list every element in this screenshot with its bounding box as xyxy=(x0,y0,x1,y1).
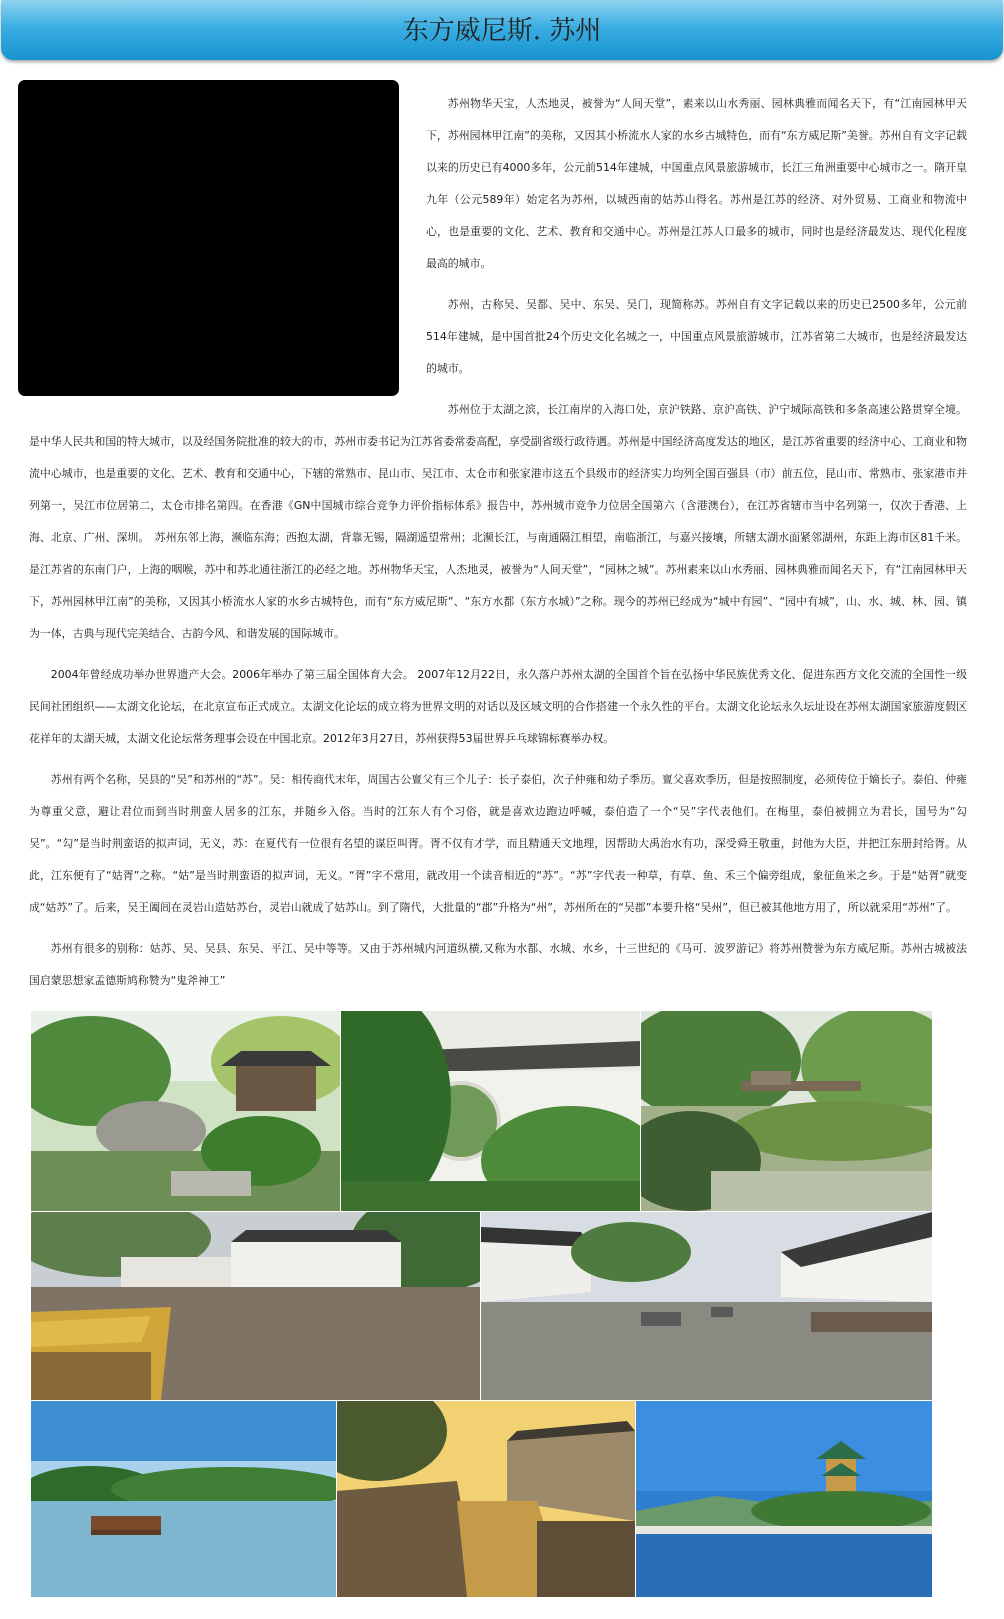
article-paragraph-3: 苏州位于太湖之滨，长江南岸的入海口处，京沪铁路、京沪高铁、沪宁城际高铁和多条高速公路贯穿全境。是中华人民共和国的特大城市，以及经国务院批准的较大的市，苏州市委书记为江苏省委常委高配，享受副省级行政待遇。苏州是中国经济高度发达的地区，是江苏省重要的经济中心、工商业和物流中心城市，也是重要的文化、艺术、教育和交通中心，下辖的常熟市、昆山市、吴江市、太仓市和张家港市这五个县级市的经济实力均列全国百强县（市）前五位，昆山市、常熟市、张家港市并列第一，吴江市位居第二，太仓市排名第四。在香港《GN中国城市综合竞争力评价指标体系》报告中，苏州城市竞争力位居全国第六（含港澳台），在江苏省辖市当中名列第一，仅次于香港、上海、北京、广州、深圳。 苏州东邻上海，濒临东海；西抱太湖，背靠无锡，隔湖遥望常州；北濒长江，与南通隔江相望，南临浙江，与嘉兴接壤，所辖太湖水面紧邻湖州，东距上海市区81千米。是江苏省的东南门户，上海的咽喉，苏中和苏北通往浙江的必经之地。苏州物华天宝，人杰地灵，被誉为“人间天堂”，“园林之城”。苏州素来以山水秀丽、园林典雅而闻名天下，有“江南园林甲天下，苏州园林甲江南”的美称，又因其小桥流水人家的水乡古城特色，而有“东方威尼斯”、“东方水都（东方水城）”之称。现今的苏州已经成为“城中有园”、“园中有城”，山、水、城、林、园、镇为一体，古典与现代完美结合、古韵今风、和谐发展的国际城市。 xyxy=(29,403,967,640)
article-paragraph-5: 苏州有两个名称，吴县的“吴”和苏州的“苏”。吴：相传商代末年，周国古公亶父有三个儿子：长子泰伯，次子仲雍和幼子季历。亶父喜欢季历，但是按照制度，必须传位于嫡长子。泰伯、仲雍为尊重父意，避让君位而到当时荆蛮人居多的江东，并随乡入俗。当时的江东人有个习俗，就是喜欢边跑边呼喊，泰伯造了一个“吴”字代表他们。在梅里，泰伯被拥立为君长，国号为“勾吴”。“勾”是当时荆蛮语的拟声词，无义，苏：在夏代有一位很有名望的谋臣叫胥。胥不仅有才学，而且精通天文地理，因帮助大禹治水有功，深受舜王敬重，封他为大臣，并把江东册封给胥。从此，江东便有了“姑胥”之称。“姑”是当时荆蛮语的拟声词，无义。“胥”字不常用，就改用一个读音相近的“苏”。“苏”字代表一种草，有草、鱼、禾三个偏旁组成，象征鱼米之乡。于是“姑胥”就变成“姑苏”了。后来，吴王阖闾在灵岩山造姑苏台，灵岩山就成了姑苏山。到了隋代，大批量的“郡”升格为“州”，苏州所在的“吴郡”本要升格“吴州”，但已被其他地方用了，所以就采用“苏州”了。 xyxy=(29,773,967,914)
page-header xyxy=(1,0,1003,60)
article-paragraph-1: 苏州物华天宝，人杰地灵，被誉为“人间天堂”，素来以山水秀丽、园林典雅而闻名天下，有“江南园林甲天下，苏州园林甲江南”的美称，又因其小桥流水人家的水乡古城特色，而有“东方威尼斯”美誉。苏州自有文字记载以来的历史已有4000多年，公元前514年建城，中国重点风景旅游城市，长江三角洲重要中心城市之一。隋开皇九年（公元589年）始定名为苏州，以城西南的姑苏山得名。苏州是江苏的经济、对外贸易、工商业和物流中心，也是重要的文化、艺术、教育和交通中心。苏州是江苏人口最多的城市，同时也是经济最发达、现代化程度最高的城市。 xyxy=(426,97,967,270)
water-town-boats-photo xyxy=(481,1212,932,1400)
canal-yellow-roof-photo xyxy=(31,1212,480,1400)
article-paragraph-6: 苏州有很多的别称：姑苏、吴、吴县、东吴、平江、吴中等等。又由于苏州城内河道纵横,又称为水都、水城、水乡，十三世纪的《马可．波罗游记》将苏州赞誉为东方威尼斯。苏州古城被法国启蒙思想家孟德斯鸠称赞为“鬼斧神工” xyxy=(29,942,967,987)
article-paragraph-2: 苏州，古称吴、吴都、吴中、东吴、吴门，现简称苏。苏州自有文字记载以来的历史已2500多年，公元前514年建城，是中国首批24个历史文化名城之一，中国重点风景旅游城市，江苏省第二大城市，也是经济最发达的城市。 xyxy=(426,298,967,375)
lake-boat-photo xyxy=(31,1401,336,1597)
garden-pavilion-photo xyxy=(31,1011,340,1211)
article-body xyxy=(29,82,967,1006)
moon-gate-photo xyxy=(341,1011,640,1211)
lotus-pond-photo xyxy=(641,1011,932,1211)
article-paragraph-4: 2004年曾经成功举办世界遗产大会。2006年举办了第三届全国体育大会。 2007年12月22日，永久落户苏州太湖的全国首个旨在弘扬中华民族优秀文化、促进东西方文化交流的全国性一级民间社团组织——太湖文化论坛，在北京宣布正式成立。太湖文化论坛的成立将为世界文明的对话以及区域文明的合作搭建一个永久性的平台。太湖文化论坛永久坛址设在苏州太湖国家旅游度假区花祥年的太湖天城，太湖文化论坛常务理事会设在中国北京。2012年3月27日，苏州获得53届世界乒乓球锦标赛举办权。 xyxy=(29,668,967,745)
page-title: 东方威尼斯. 苏州 xyxy=(402,16,602,46)
sunset-canal-photo xyxy=(337,1401,635,1597)
video-float-spacer xyxy=(18,82,399,396)
lake-tower-photo xyxy=(636,1401,932,1597)
photo-gallery xyxy=(31,1011,952,1611)
